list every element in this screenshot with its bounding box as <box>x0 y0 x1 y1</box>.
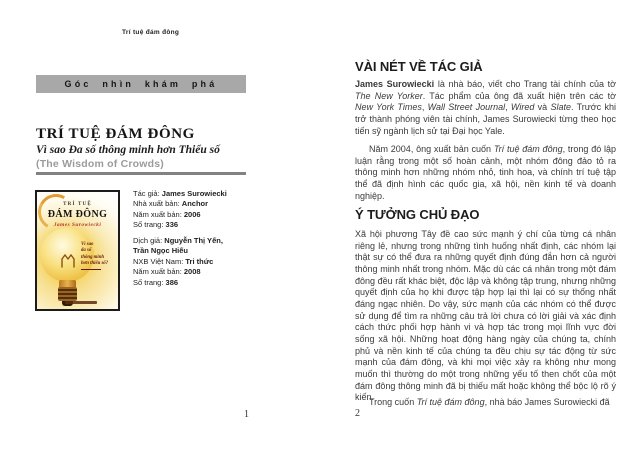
cover-title-main: ĐÁM ĐÔNG <box>47 209 108 220</box>
cover-author: James Surowiecki <box>53 222 102 228</box>
info-value: 2008 <box>183 267 201 277</box>
info-label: Số trang: <box>133 220 164 230</box>
page-number-left: 1 <box>244 409 249 420</box>
author-paragraph: James Surowiecki là nhà báo, viết cho Trang tài chính của tờ The New Yorker. Tác phẩm của ông đã xuất hiện trên các tờ New York Times, Wall Street Journal, Wired và Slate. Trước khi trở thành phóng viên tài chính, James Surowiecki từng theo học tiến sỹ ngành lịch sử tại Đại học Yale. <box>355 79 617 136</box>
info-value: Anchor <box>181 199 209 209</box>
bulb-screw-base <box>58 287 77 301</box>
book-subtitle: Vì sao Đa số thông minh hơn Thiểu số <box>36 144 220 156</box>
page-number-right: 2 <box>355 408 360 419</box>
info-row <box>133 246 253 256</box>
info-value: 336 <box>165 220 179 230</box>
closing-paragraph: Trong cuốn Trí tuệ đám đông, nhà báo James Surowiecki đã <box>369 397 610 407</box>
info-row <box>133 267 253 277</box>
cover-title-top: TRÍ TUỆ <box>63 202 92 207</box>
cover-publisher-mark <box>65 301 97 304</box>
info-label: Dịch giả: <box>133 236 163 245</box>
running-header: Trí tuệ đám đông <box>122 29 180 36</box>
cover-tagline-line: thông minh <box>81 254 105 260</box>
info-row <box>133 199 253 209</box>
book-cover <box>35 190 120 311</box>
info-row <box>133 220 253 230</box>
book-info-original <box>133 189 253 231</box>
category-banner <box>36 75 246 93</box>
cover-tagline-line: Vì sao <box>81 242 94 247</box>
info-value: Nguyễn Thị Yến, <box>164 236 223 245</box>
info-value: 386 <box>165 277 179 287</box>
info-row <box>133 210 253 220</box>
info-row <box>133 257 253 267</box>
info-value: 2006 <box>183 209 201 219</box>
bulb-filament-icon <box>56 249 80 269</box>
main-idea-paragraph: Xã hội phương Tây đề cao sức mạnh ý chí của từng cá nhân riêng lẻ, nhưng trong những tình huống nhất định, các nhóm lại thật sự có thể đưa ra những quyết định đúng đắn hơn cả người thông minh nhất trong nhóm. Mặc dù các cá nhân trong một đám đông đều rất khác biệt, độc lập và không tập trung, nhưng những quyết định của họ khi được tập hợp lại thì lại có sự thống nhất đáng ngạc nhiên. Do vậy, sức mạnh của các nhóm có thể được sử dụng để tìm ra những câu trả lời chưa có lời giải và xác định cách thức phối hợp hành vi và hợp tác trong mọi lĩnh vực đời sống xã hội. Những hoạt động hàng ngày của chúng ta, chính phủ và nền kinh tế của chúng ta đều chịu sự tác động từ sức mạnh của đám đông, và khi mọi việc xảy ra không như mong muốn thì thường do một trong những yếu tố then chốt của một đám đông thông minh đã bị thiếu mất hoặc không thể bộc lộ rõ ý kiến. <box>355 229 616 403</box>
info-row <box>133 278 253 288</box>
cover-tagline-line: hơn thiểu số? <box>81 260 109 266</box>
category-banner-label: Góc nhìn khám phá <box>64 79 218 89</box>
title-divider-rule <box>36 172 246 175</box>
cover-tagline-rule <box>81 269 101 270</box>
info-label: Năm xuất bản: <box>133 267 182 277</box>
book-2004-paragraph: Năm 2004, ông xuất bản cuốn Trí tuệ đám đông, trong đó lập luận rằng trong một số hoàn cảnh, một nhóm đông đảo tỏ ra thông minh hơn những nhóm nhỏ, tinh hoa, và chính trí tuệ tập thể đã định hình các quốc gia, xã hội, nền kinh tế và doanh nghiệp. <box>355 144 617 201</box>
info-value: James Surowiecki <box>161 189 227 198</box>
info-row <box>133 189 253 199</box>
cover-tagline <box>81 242 108 270</box>
info-label: Tác giả: <box>133 189 160 198</box>
info-label: Nhà xuất bản: <box>133 199 180 209</box>
book-info-vietnamese <box>133 236 253 288</box>
info-label: NXB Việt Nam: <box>133 256 184 266</box>
cover-tagline-line: đa số <box>81 248 92 254</box>
info-label: Năm xuất bản: <box>133 209 182 219</box>
bulb-neck <box>59 280 76 287</box>
info-value: Tri thức <box>185 256 214 266</box>
info-label: Số trang: <box>133 277 164 287</box>
section-heading-main-idea: Ý TƯỞNG CHỦ ĐẠO <box>355 207 480 222</box>
book-subtitle-english: (The Wisdom of Crowds) <box>36 158 164 170</box>
info-value: Trần Ngọc Hiếu <box>133 246 189 256</box>
book-title: TRÍ TUỆ ĐÁM ĐÔNG <box>36 126 195 142</box>
info-row <box>133 236 253 246</box>
section-heading-author: VÀI NÉT VỀ TÁC GIẢ <box>355 59 483 74</box>
